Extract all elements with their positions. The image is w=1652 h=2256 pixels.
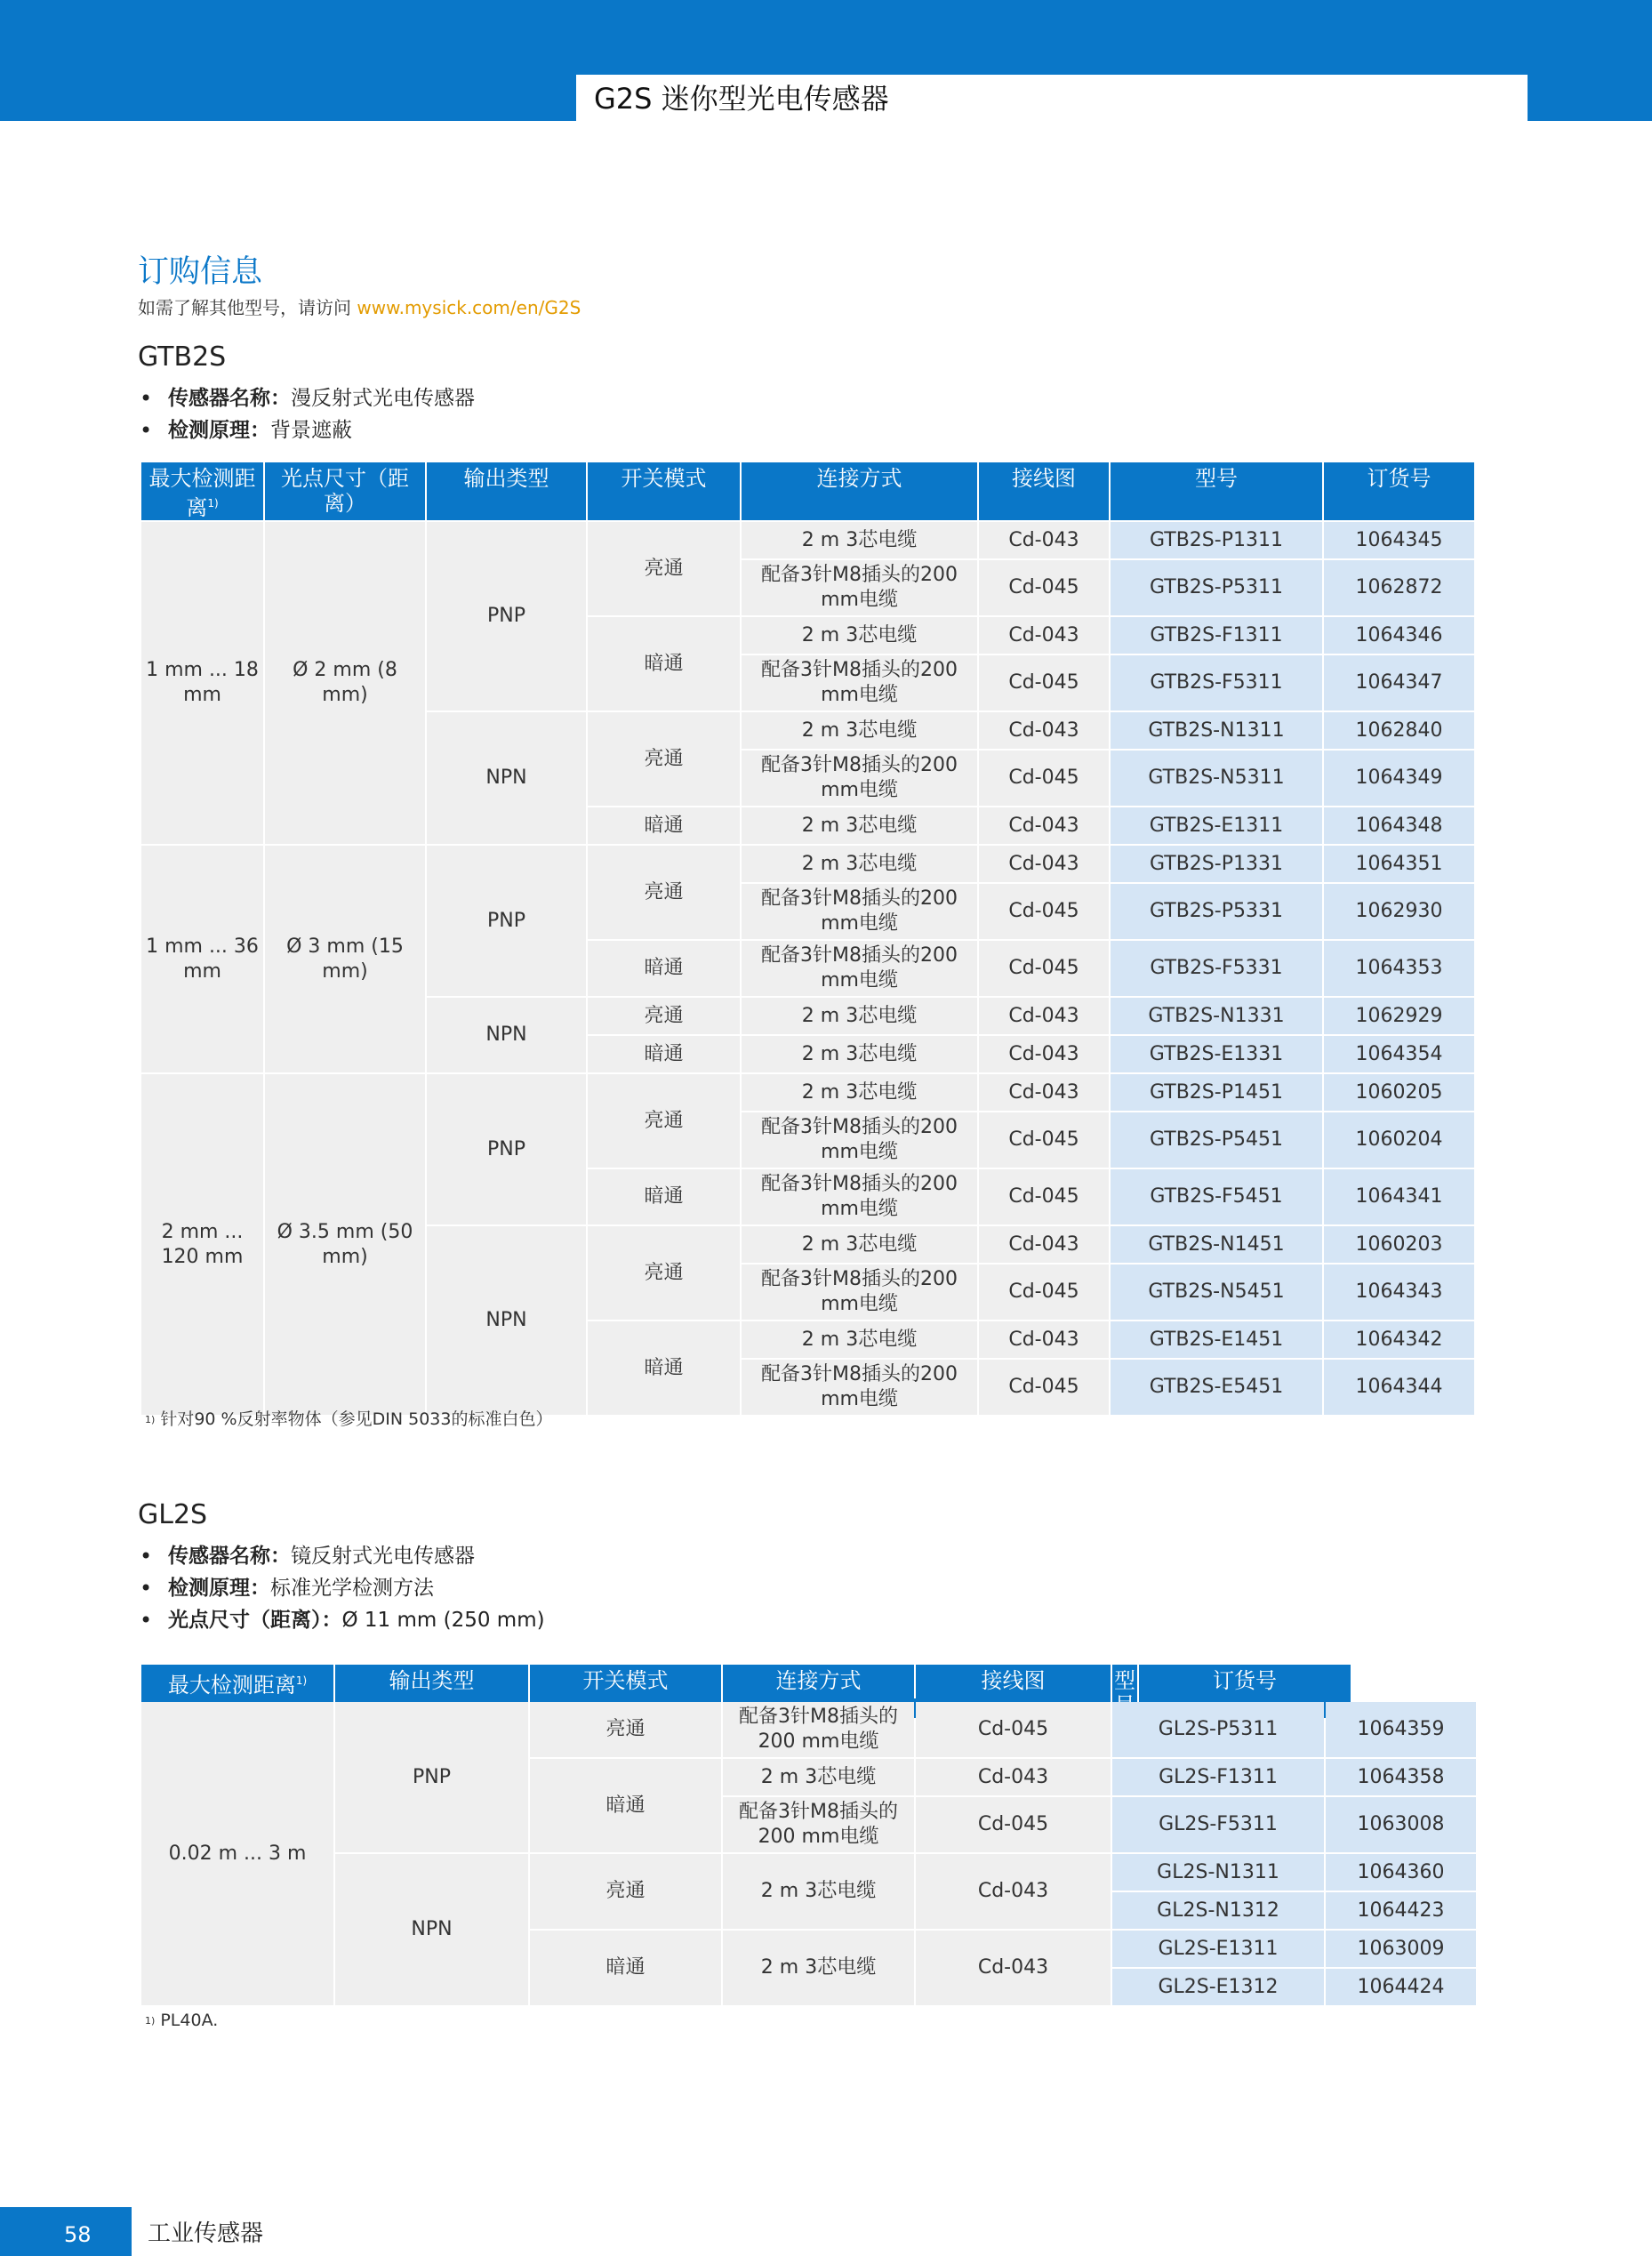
gl2s-table-body [140, 1700, 1478, 2007]
gtb2s-table [140, 461, 1476, 1417]
wiring-cell: Cd-043 [979, 807, 1109, 844]
wiring-cell: Cd-045 [979, 655, 1109, 711]
table-header-row [141, 462, 1474, 520]
bullet-item: • 传感器名称：镜反射式光电传感器 [138, 1540, 545, 1572]
model-cell: GL2S-P5311 [1112, 1702, 1324, 1757]
wiring-cell: Cd-043 [979, 712, 1109, 749]
wiring-cell: Cd-043 [916, 1759, 1111, 1795]
ordering-link[interactable]: www.mysick.com/en/G2S [357, 297, 581, 318]
connection-cell: 配备3针M8插头的200 mm电缆 [742, 1112, 977, 1168]
connection-cell: 2 m 3芯电缆 [742, 846, 977, 882]
bullet-item: • 传感器名称：漫反射式光电传感器 [138, 382, 475, 414]
model-cell: GTB2S-F5451 [1111, 1169, 1322, 1224]
page-title: G2S 迷你型光电传感器 [594, 82, 889, 116]
model-cell: GTB2S-N1311 [1111, 712, 1322, 749]
order-number-cell: 1062930 [1324, 884, 1474, 939]
col-header-distance: 最大检测距离$^{1)}$ [141, 462, 263, 520]
model-cell: GTB2S-P5451 [1111, 1112, 1322, 1168]
wiring-cell: Cd-045 [979, 1360, 1109, 1415]
spot-size-cell: Ø 2 mm (8 mm) [265, 522, 425, 844]
wiring-cell: Cd-043 [979, 998, 1109, 1034]
wiring-cell: Cd-045 [979, 560, 1109, 615]
model-cell: GL2S-F1311 [1112, 1759, 1324, 1795]
order-number-cell: 1064346 [1324, 617, 1474, 654]
switch-mode-cell: 亮通 [588, 1226, 740, 1320]
model-cell: GTB2S-N5451 [1111, 1264, 1322, 1320]
wiring-cell: Cd-045 [979, 884, 1109, 939]
connection-cell: 2 m 3芯电缆 [742, 1036, 977, 1072]
model-cell: GTB2S-F5311 [1111, 655, 1322, 711]
order-number-cell: 1064349 [1324, 751, 1474, 806]
connection-cell: 2 m 3芯电缆 [742, 712, 977, 749]
order-number-cell: 1064424 [1326, 1969, 1476, 2005]
switch-mode-cell: 亮通 [530, 1702, 721, 1757]
output-type-cell: NPN [427, 712, 586, 844]
connection-cell: 配备3针M8插头的200 mm电缆 [742, 1360, 977, 1415]
bullet-item: • 检测原理：背景遮蔽 [138, 414, 475, 446]
connection-cell: 2 m 3芯电缆 [723, 1759, 914, 1795]
wiring-cell: Cd-043 [979, 846, 1109, 882]
connection-cell: 配备3针M8插头的200 mm电缆 [742, 884, 977, 939]
model-cell: GL2S-E1312 [1112, 1969, 1324, 2005]
model-cell: GTB2S-E5451 [1111, 1360, 1322, 1415]
connection-cell: 配备3针M8插头的200 mm电缆 [742, 1264, 977, 1320]
connection-cell: 2 m 3芯电缆 [742, 807, 977, 844]
wiring-cell: Cd-043 [979, 1036, 1109, 1072]
model-cell: GTB2S-N1451 [1111, 1226, 1322, 1263]
model-cell: GTB2S-E1311 [1111, 807, 1322, 844]
bullet-item: • 光点尺寸（距离）：Ø 11 mm (250 mm) [138, 1604, 545, 1636]
order-number-cell: 1062840 [1324, 712, 1474, 749]
connection-cell: 配备3针M8插头的200 mm电缆 [742, 560, 977, 615]
wiring-cell: Cd-045 [916, 1797, 1111, 1852]
output-type-cell: PNP [427, 846, 586, 996]
ordering-note [138, 295, 581, 320]
order-number-cell: 1064360 [1326, 1854, 1476, 1891]
connection-cell: 2 m 3芯电缆 [742, 998, 977, 1034]
order-number-cell: 1064341 [1324, 1169, 1474, 1224]
connection-cell: 2 m 3芯电缆 [723, 1854, 914, 1929]
wiring-cell: Cd-045 [979, 941, 1109, 996]
gtb2s-bullets [138, 382, 475, 446]
model-cell: GTB2S-N1331 [1111, 998, 1322, 1034]
ordering-note-text: 如需了解其他型号，请访问 [138, 297, 357, 318]
col-header-output: 输出类型 [427, 462, 586, 520]
order-number-cell: 1064354 [1324, 1036, 1474, 1072]
switch-mode-cell: 暗通 [588, 1169, 740, 1224]
col-header-output: 输出类型 [335, 1665, 528, 1718]
col-header-order: 订货号 [1324, 462, 1474, 520]
wiring-cell: Cd-043 [979, 1074, 1109, 1111]
connection-cell: 2 m 3芯电缆 [742, 522, 977, 558]
model-cell: GL2S-N1311 [1112, 1854, 1324, 1891]
wiring-cell: Cd-043 [979, 617, 1109, 654]
order-number-cell: 1060204 [1324, 1112, 1474, 1168]
connection-cell: 配备3针M8插头的200 mm电缆 [723, 1702, 914, 1757]
col-header-switch: 开关模式 [588, 462, 740, 520]
order-number-cell: 1064344 [1324, 1360, 1474, 1415]
switch-mode-cell: 亮通 [588, 712, 740, 806]
connection-cell: 2 m 3芯电缆 [742, 1226, 977, 1263]
wiring-cell: Cd-045 [979, 1264, 1109, 1320]
order-number-cell: 1062872 [1324, 560, 1474, 615]
order-number-cell: 1064347 [1324, 655, 1474, 711]
switch-mode-cell: 暗通 [588, 1036, 740, 1072]
distance-cell: 1 mm ... 18 mm [141, 522, 263, 844]
model-cell: GTB2S-P1331 [1111, 846, 1322, 882]
wiring-cell: Cd-045 [979, 1169, 1109, 1224]
connection-cell: 配备3针M8插头的200 mm电缆 [723, 1797, 914, 1852]
gl2s-title: GL2S [138, 1499, 208, 1530]
wiring-cell: Cd-045 [979, 751, 1109, 806]
distance-cell: 0.02 m ... 3 m [141, 1702, 333, 2005]
wiring-cell: Cd-045 [916, 1702, 1111, 1757]
model-cell: GTB2S-P5331 [1111, 884, 1322, 939]
connection-cell: 配备3针M8插头的200 mm电缆 [742, 1169, 977, 1224]
switch-mode-cell: 亮通 [588, 522, 740, 615]
switch-mode-cell: 亮通 [588, 1074, 740, 1168]
order-number-cell: 1064348 [1324, 807, 1474, 844]
model-cell: GL2S-E1311 [1112, 1931, 1324, 1967]
model-cell: GTB2S-P5311 [1111, 560, 1322, 615]
model-cell: GTB2S-E1331 [1111, 1036, 1322, 1072]
model-cell: GL2S-N1312 [1112, 1892, 1324, 1929]
gtb2s-title: GTB2S [138, 341, 227, 373]
bullet-item: • 检测原理：标准光学检测方法 [138, 1572, 545, 1604]
output-type-cell: NPN [427, 998, 586, 1072]
wiring-cell: Cd-043 [979, 1226, 1109, 1263]
order-number-cell: 1062929 [1324, 998, 1474, 1034]
order-number-cell: 1064353 [1324, 941, 1474, 996]
switch-mode-cell: 暗通 [530, 1931, 721, 2005]
model-cell: GL2S-F5311 [1112, 1797, 1324, 1852]
order-number-cell: 1064358 [1326, 1759, 1476, 1795]
distance-cell: 1 mm ... 36 mm [141, 846, 263, 1072]
switch-mode-cell: 暗通 [588, 807, 740, 844]
model-cell: GTB2S-P1451 [1111, 1074, 1322, 1111]
order-number-cell: 1060203 [1324, 1226, 1474, 1263]
order-number-cell: 1064359 [1326, 1702, 1476, 1757]
connection-cell: 2 m 3芯电缆 [723, 1931, 914, 2005]
order-number-cell: 1063008 [1326, 1797, 1476, 1852]
wiring-cell: Cd-043 [979, 522, 1109, 558]
switch-mode-cell: 亮通 [530, 1854, 721, 1929]
connection-cell: 2 m 3芯电缆 [742, 1321, 977, 1358]
output-type-cell: NPN [335, 1854, 528, 2005]
switch-mode-cell: 亮通 [588, 998, 740, 1034]
section-name: 工业传感器 [148, 2220, 264, 2247]
switch-mode-cell: 暗通 [588, 1321, 740, 1415]
spot-size-cell: Ø 3.5 mm (50 mm) [265, 1074, 425, 1415]
col-header-order: 订货号 [1139, 1665, 1351, 1718]
switch-mode-cell: 暗通 [588, 941, 740, 996]
model-cell: GTB2S-E1451 [1111, 1321, 1322, 1358]
order-number-cell: 1060205 [1324, 1074, 1474, 1111]
col-header-distance: 最大检测距离$^{1)}$ [141, 1665, 333, 1718]
switch-mode-cell: 暗通 [530, 1759, 721, 1852]
output-type-cell: PNP [427, 522, 586, 711]
order-number-cell: 1064343 [1324, 1264, 1474, 1320]
spot-size-cell: Ø 3 mm (15 mm) [265, 846, 425, 1072]
order-number-cell: 1064342 [1324, 1321, 1474, 1358]
connection-cell: 2 m 3芯电缆 [742, 617, 977, 654]
output-type-cell: NPN [427, 1226, 586, 1415]
col-header-connection: 连接方式 接线图 [723, 1665, 1111, 1718]
model-cell: GTB2S-F1311 [1111, 617, 1322, 654]
col-header-model: 型 [1112, 1665, 1137, 1718]
model-cell: GTB2S-N5311 [1111, 751, 1322, 806]
col-header-switch: 开关模式 [530, 1665, 721, 1718]
connection-cell: 配备3针M8插头的200 mm电缆 [742, 751, 977, 806]
col-header-connection: 连接方式 [742, 462, 977, 520]
wiring-cell: Cd-043 [979, 1321, 1109, 1358]
switch-mode-cell: 亮通 [588, 846, 740, 939]
order-number-cell: 1064351 [1324, 846, 1474, 882]
model-cell: GTB2S-F5331 [1111, 941, 1322, 996]
wiring-cell: Cd-043 [916, 1854, 1111, 1929]
ordering-info-heading: 订购信息 [138, 254, 263, 290]
connection-cell: 配备3针M8插头的200 mm电缆 [742, 941, 977, 996]
connection-cell: 2 m 3芯电缆 [742, 1074, 977, 1111]
order-number-cell: 1063009 [1326, 1931, 1476, 1967]
order-number-cell: 1064345 [1324, 522, 1474, 558]
gtb2s-footnote: $^{1)}$ 针对90 %反射率物体（参见DIN 5033的标准白色） [145, 1409, 553, 1429]
gl2s-bullets [138, 1540, 545, 1636]
wiring-cell: Cd-045 [979, 1112, 1109, 1168]
gl2s-footnote: $^{1)}$ PL40A. [145, 2011, 219, 2030]
output-type-cell: PNP [335, 1702, 528, 1852]
wiring-cell: Cd-043 [916, 1931, 1111, 2005]
col-header-wiring: 接线图 [979, 462, 1109, 520]
switch-mode-cell: 暗通 [588, 617, 740, 711]
col-header-model: 型号 [1111, 462, 1322, 520]
connection-cell: 配备3针M8插头的200 mm电缆 [742, 655, 977, 711]
output-type-cell: PNP [427, 1074, 586, 1224]
col-header-spot: 光点尺寸（距离） [265, 462, 425, 520]
page-number: 58 [64, 2222, 92, 2247]
distance-cell: 2 mm ... 120 mm [141, 1074, 263, 1415]
model-cell: GTB2S-P1311 [1111, 522, 1322, 558]
order-number-cell: 1064423 [1326, 1892, 1476, 1929]
